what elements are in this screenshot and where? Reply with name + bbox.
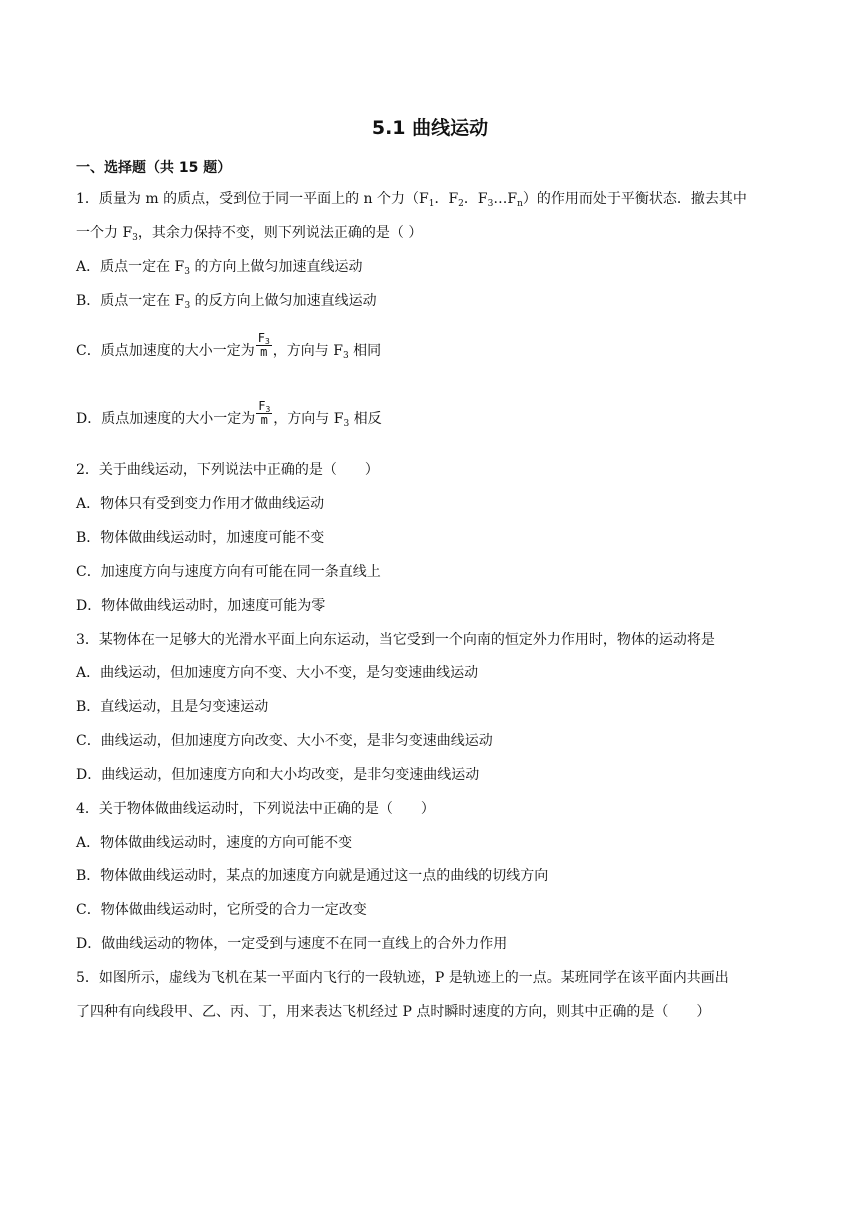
q1-stem-line-2: 一个力 $F_3$，其余力保持不变，则下列说法正确的是（ ）: [76, 225, 423, 243]
q3-option-d: D．曲线运动，但加速度方向和大小均改变，是非匀变速曲线运动: [76, 767, 480, 783]
q3-option-a: A．曲线运动，但加速度方向不变、大小不变，是匀变速曲线运动: [76, 665, 479, 681]
q1-option-c: C．质点加速度的大小一定为 $\frac{F_3}{m}$ ，方向与 $F_3$ 相同: [76, 330, 382, 361]
q1-option-a: A．质点一定在 $F_3$ 的方向上做匀加速直线运动: [76, 259, 363, 277]
q3-option-c: C．曲线运动，但加速度方向改变、大小不变，是非匀变速曲线运动: [76, 733, 493, 749]
page-title: 5.1 曲线运动: [371, 117, 489, 139]
q1-option-b: B．质点一定在 $F_3$ 的反方向上做匀加速直线运动: [76, 293, 377, 311]
q2-option-d: D．物体做曲线运动时，加速度可能为零: [76, 598, 326, 614]
fraction-f3-over-m: $\frac{F_3}{m}$: [257, 330, 270, 359]
q4-stem: 4．关于物体做曲线运动时，下列说法中正确的是（ ）: [76, 801, 435, 817]
q3-stem: 3．某物体在一足够大的光滑水平面上向东运动，当它受到一个向南的恒定外力作用时，物体的运动将是: [76, 632, 715, 648]
fraction-f3-over-m: $\frac{F_3}{m}$: [258, 398, 271, 427]
section-heading: 一、选择题（共 15 题）: [76, 160, 232, 176]
q4-option-c: C．物体做曲线运动时，它所受的合力一定改变: [76, 902, 367, 918]
q5-stem-line-1: 5．如图所示，虚线为飞机在某一平面内飞行的一段轨迹，P 是轨迹上的一点。某班同学在该平面内共画出: [76, 970, 729, 986]
q5-stem-line-2: 了四种有向线段甲、乙、丙、丁，用来表达飞机经过 P 点时瞬时速度的方向，则其中正确的是（ ）: [76, 1004, 711, 1020]
q4-option-a: A．物体做曲线运动时，速度的方向可能不变: [76, 835, 353, 851]
q1-option-d: D．质点加速度的大小一定为 $\frac{F_3}{m}$ ，方向与 $F_3$ 相反: [76, 398, 382, 429]
q2-stem: 2．关于曲线运动，下列说法中正确的是（ ）: [76, 462, 379, 478]
q1-stem-line-1: 1．质量为 m 的质点，受到位于同一平面上的 n 个力（$F_1$．$F_2$．$F_3\dots F_n$）的作用而处于平衡状态．撤去其中: [76, 191, 747, 209]
q4-option-d: D．做曲线运动的物体，一定受到与速度不在同一直线上的合外力作用: [76, 936, 508, 952]
q2-option-b: B．物体做曲线运动时，加速度可能不变: [76, 530, 325, 546]
q2-option-a: A．物体只有受到变力作用才做曲线运动: [76, 496, 325, 512]
q4-option-b: B．物体做曲线运动时，某点的加速度方向就是通过这一点的曲线的切线方向: [76, 868, 549, 884]
q3-option-b: B．直线运动，且是匀变速运动: [76, 699, 269, 715]
q2-option-c: C．加速度方向与速度方向有可能在同一条直线上: [76, 564, 381, 580]
